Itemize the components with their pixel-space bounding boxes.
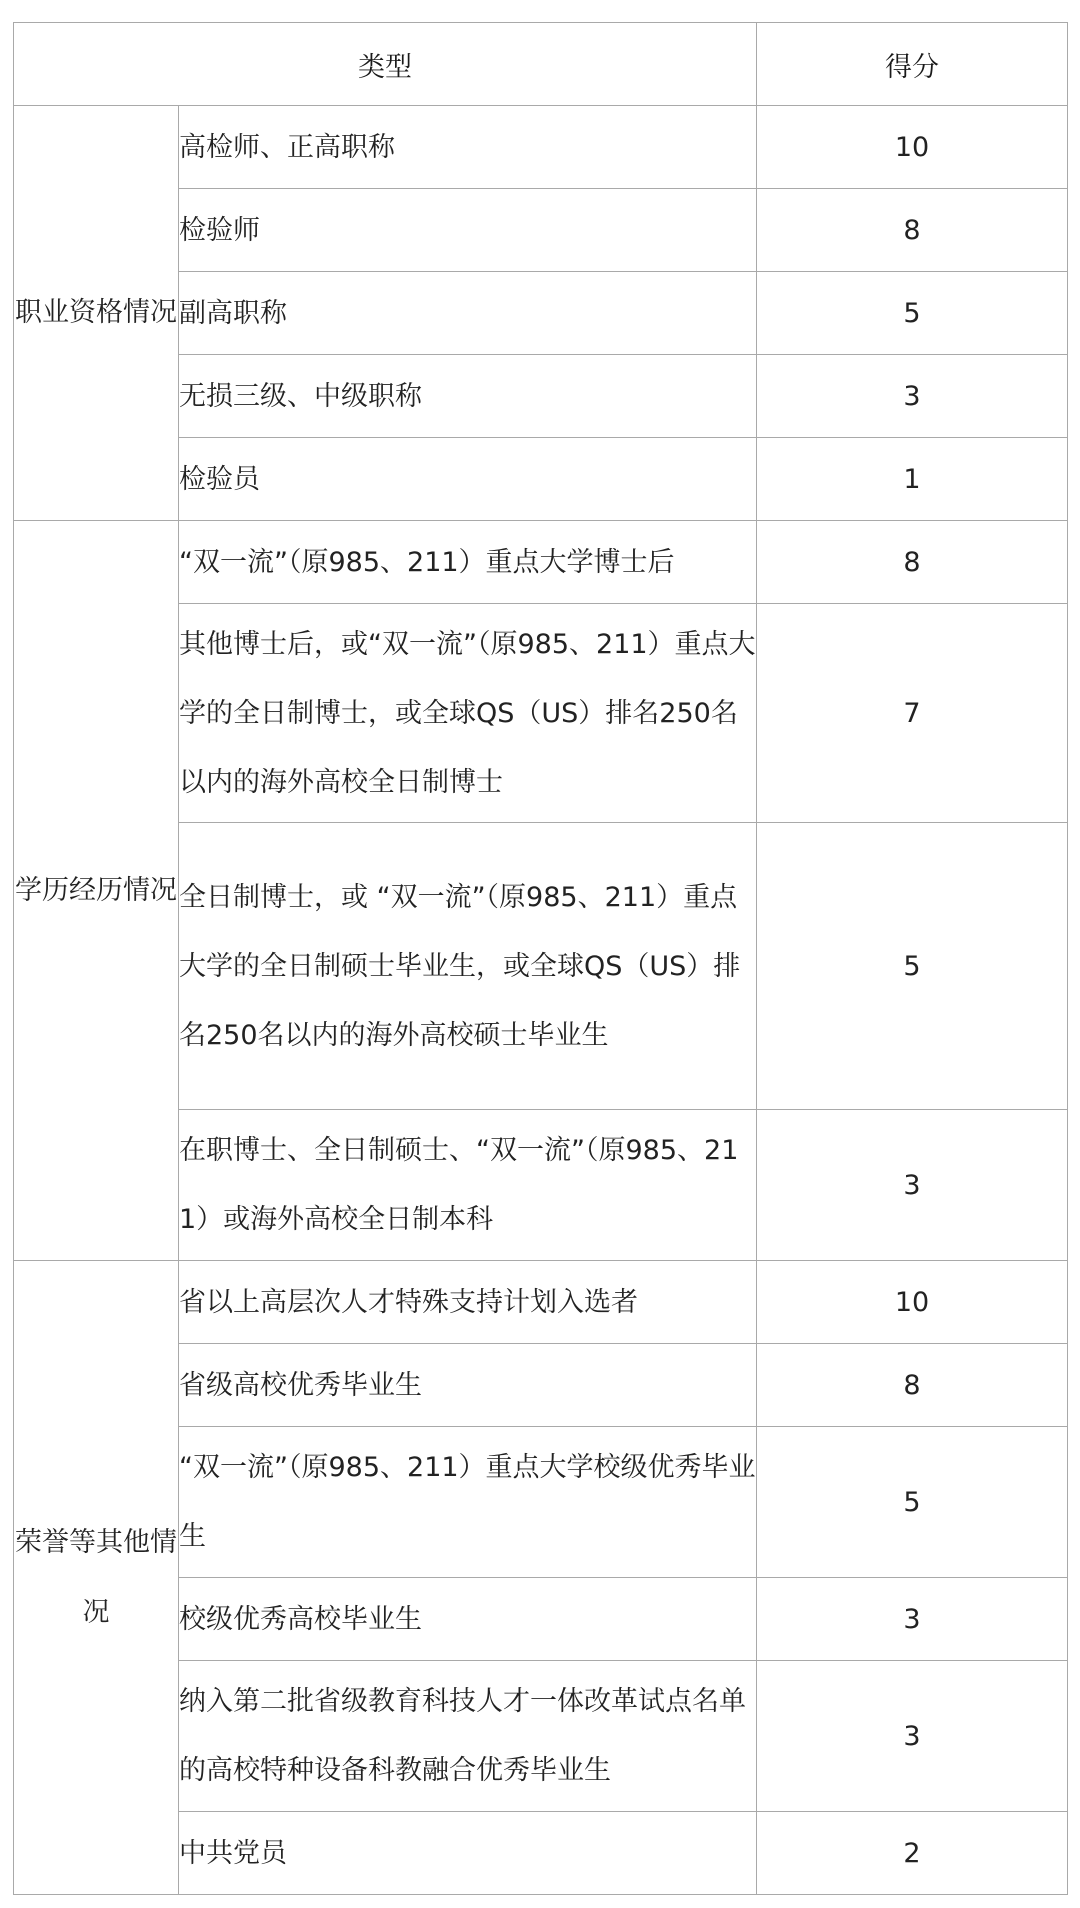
header-type: 类型: [14, 23, 757, 106]
item-score: 3: [757, 1661, 1068, 1812]
score-table: [13, 22, 1068, 1895]
item-score: 10: [757, 106, 1068, 189]
item-score: 3: [757, 1110, 1068, 1261]
item-description: 纳入第二批省级教育科技人才一体改革试点名单的高校特种设备科教融合优秀毕业生: [179, 1661, 757, 1812]
item-score: 5: [757, 272, 1068, 355]
item-score: 3: [757, 1578, 1068, 1661]
item-score: 1: [757, 438, 1068, 521]
category-cell: 学历经历情况: [14, 521, 179, 1261]
item-score: 2: [757, 1812, 1068, 1895]
item-description: 副高职称: [179, 272, 757, 355]
item-score: 10: [757, 1261, 1068, 1344]
item-score: 5: [757, 823, 1068, 1110]
item-description: 校级优秀高校毕业生: [179, 1578, 757, 1661]
header-score: 得分: [757, 23, 1068, 106]
category-cell: 职业资格情况: [14, 106, 179, 521]
item-description: 省以上高层次人才特殊支持计划入选者: [179, 1261, 757, 1344]
item-score: 3: [757, 355, 1068, 438]
item-score: 8: [757, 521, 1068, 604]
item-score: 8: [757, 1344, 1068, 1427]
table-row: [14, 521, 1068, 604]
item-score: 8: [757, 189, 1068, 272]
item-description: “双一流”（原985、211）重点大学博士后: [179, 521, 757, 604]
item-description: 全日制博士，或 “双一流”（原985、211）重点大学的全日制硕士毕业生，或全球QS（US）排名250名以内的海外高校硕士毕业生: [179, 823, 757, 1110]
item-description: 省级高校优秀毕业生: [179, 1344, 757, 1427]
item-description: 在职博士、全日制硕士、“双一流”（原985、211）或海外高校全日制本科: [179, 1110, 757, 1261]
item-description: 检验员: [179, 438, 757, 521]
table-row: [14, 106, 1068, 189]
category-cell: 荣誉等其他情况: [14, 1261, 179, 1895]
item-description: “双一流”（原985、211）重点大学校级优秀毕业生: [179, 1427, 757, 1578]
item-score: 5: [757, 1427, 1068, 1578]
item-description: 高检师、正高职称: [179, 106, 757, 189]
item-description: 其他博士后，或“双一流”（原985、211）重点大学的全日制博士，或全球QS（US）排名250名以内的海外高校全日制博士: [179, 604, 757, 823]
item-description: 中共党员: [179, 1812, 757, 1895]
item-score: 7: [757, 604, 1068, 823]
table-row: [14, 1261, 1068, 1344]
item-description: 检验师: [179, 189, 757, 272]
header-row: [14, 23, 1068, 106]
item-description: 无损三级、中级职称: [179, 355, 757, 438]
